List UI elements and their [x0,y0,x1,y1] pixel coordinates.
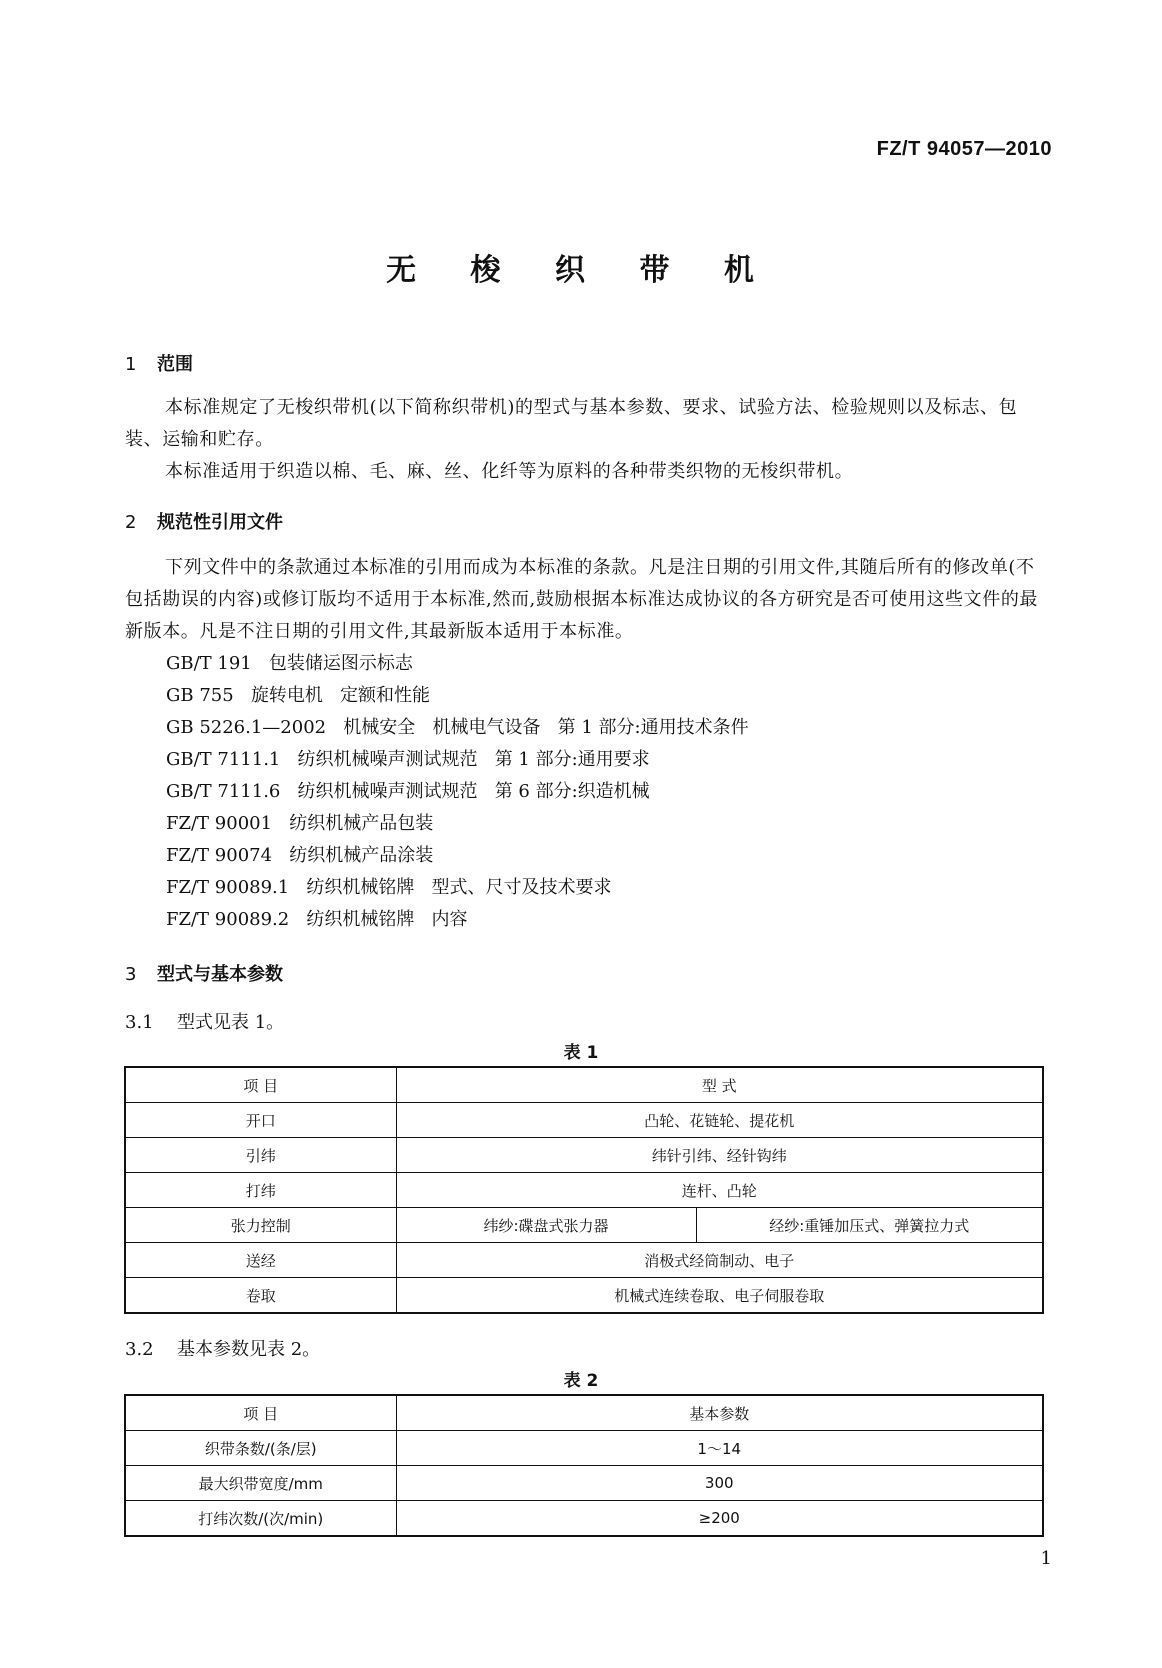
reference-item: FZ/T 90089.2 纺织机械铭牌 内容 [166,909,468,930]
table-row [125,1431,1043,1466]
reference-item: FZ/T 90001 纺织机械产品包装 [166,813,434,834]
value-cell: 消极式经筒制动、电子 [396,1243,1043,1278]
subsection-text: 型式见表 1。 [177,1012,285,1033]
subsection-number: 3.2 [125,1339,154,1360]
reference-item: GB/T 7111.6 纺织机械噪声测试规范 第 6 部分:织造机械 [166,781,650,802]
table-row [125,1501,1043,1537]
section-number: 3 [125,964,137,985]
header-cell: 型 式 [396,1067,1043,1103]
table-row [125,1138,1043,1173]
value-cell: 纬针引纬、经针钩纬 [396,1138,1043,1173]
reference-item: GB 755 旋转电机 定额和性能 [166,685,431,706]
reference-list [166,648,749,936]
reference-item: GB/T 7111.1 纺织机械噪声测试规范 第 1 部分:通用要求 [166,749,650,770]
value-cell: 连杆、凸轮 [396,1173,1043,1208]
item-cell: 开口 [125,1103,396,1138]
subsection-number: 3.1 [125,1012,154,1033]
section-1-heading [125,350,193,376]
header-cell: 项 目 [125,1395,396,1431]
table-2 [124,1394,1044,1537]
item-cell: 引纬 [125,1138,396,1173]
value-cell: 凸轮、花链轮、提花机 [396,1103,1043,1138]
section-title: 型式与基本参数 [157,964,283,985]
section-title: 范围 [157,354,193,375]
table-row [125,1466,1043,1501]
subsection-3-1 [125,1008,284,1034]
table-row [125,1173,1043,1208]
value-cell: 经纱:重锤加压式、弹簧拉力式 [696,1208,1043,1243]
item-cell: 张力控制 [125,1208,396,1243]
references-intro: 下列文件中的条款通过本标准的引用而成为本标准的条款。凡是注日期的引用文件,其随后所有的修改单(不包括勘误的内容)或修订版均不适用于本标准,然而,鼓励根据本标准达成协议的各方研究是否可使用这些文件的最新版本。凡是不注日期的引用文件,其最新版本适用于本标准。 [125,557,1039,642]
value-cell: 机械式连续卷取、电子伺服卷取 [396,1278,1043,1314]
item-cell: 卷取 [125,1278,396,1314]
value-cell: 纬纱:碟盘式张力器 [396,1208,696,1243]
table-1 [124,1066,1044,1314]
section-3-heading [125,960,283,986]
reference-item: GB 5226.1—2002 机械安全 机械电气设备 第 1 部分:通用技术条件 [166,717,749,738]
section-number: 2 [125,512,137,533]
reference-item: GB/T 191 包装储运图示标志 [166,653,413,674]
table-row [125,1208,1043,1243]
item-cell: 最大织带宽度/mm [125,1466,396,1501]
subsection-3-2 [125,1335,320,1361]
table-1-caption: 表 1 [563,1043,599,1063]
value-cell: 1～14 [396,1431,1043,1466]
reference-item: FZ/T 90074 纺织机械产品涂装 [166,845,434,866]
item-cell: 打纬次数/(次/min) [125,1501,396,1537]
header-cell: 基本参数 [396,1395,1043,1431]
table-row [125,1278,1043,1314]
section-title: 规范性引用文件 [157,512,283,533]
item-cell: 织带条数/(条/层) [125,1431,396,1466]
page-number: 1 [1040,1548,1052,1569]
table-header-row [125,1395,1043,1431]
scope-paragraph-1: 本标准规定了无梭织带机(以下简称织带机)的型式与基本参数、要求、试验方法、检验规则以及标志、包装、运输和贮存。 [125,397,1018,450]
item-cell: 打纬 [125,1173,396,1208]
value-cell: 300 [396,1466,1043,1501]
section-number: 1 [125,354,137,375]
standard-number: FZ/T 94057—2010 [876,138,1052,160]
header-cell: 项 目 [125,1067,396,1103]
section-2-heading [125,508,283,534]
item-cell: 送经 [125,1243,396,1278]
document-title: 无 梭 织 带 机 [386,253,776,288]
scope-paragraph-2: 本标准适用于织造以棉、毛、麻、丝、化纤等为原料的各种带类织物的无梭织带机。 [165,461,854,482]
table-row [125,1243,1043,1278]
table-2-caption: 表 2 [563,1371,599,1391]
table-row [125,1103,1043,1138]
subsection-text: 基本参数见表 2。 [177,1339,321,1360]
table-header-row [125,1067,1043,1103]
value-cell: ≥200 [396,1501,1043,1537]
reference-item: FZ/T 90089.1 纺织机械铭牌 型式、尺寸及技术要求 [166,877,612,898]
